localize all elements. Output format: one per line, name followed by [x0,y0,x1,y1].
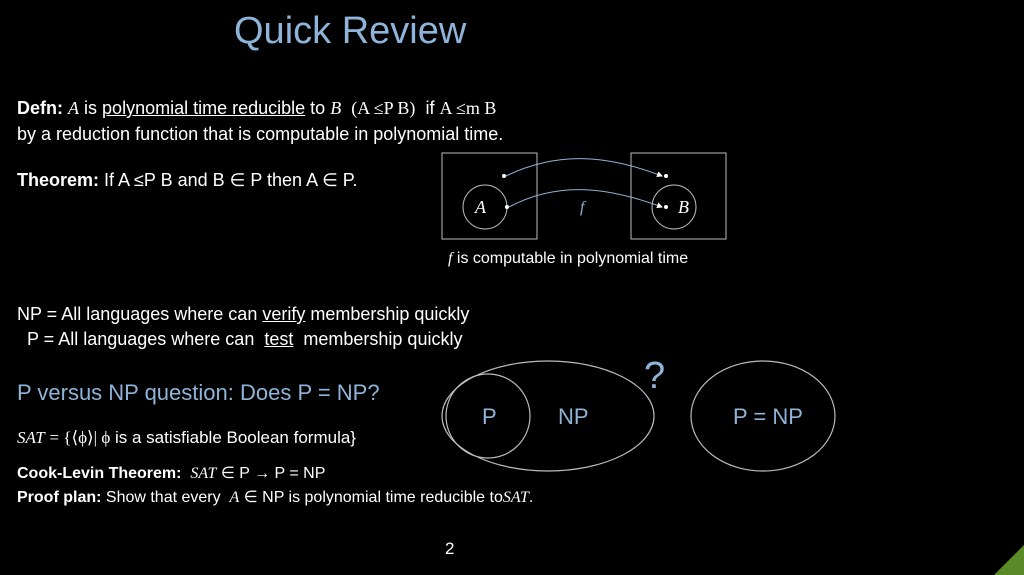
np-keyword: verify [262,304,306,324]
sat-text: is a satisfiable Boolean formula} [115,428,356,447]
p-definition [27,329,462,350]
defn-var-b: B [330,98,342,118]
np-prefix: NP = All languages where can [17,304,258,324]
inside-point [505,205,509,209]
caption-text: is computable in polynomial time [456,250,689,267]
slide-title: Quick Review [234,10,467,52]
defn-label: Defn: [17,98,63,118]
p-keyword: test [264,329,294,349]
theorem-label: Theorem: [17,170,100,190]
cook-levin-sat: SAT [190,465,217,482]
sat-var: SAT [17,428,45,447]
domain-box [442,153,537,239]
theorem-line [17,170,357,191]
venn-diagrams [438,350,848,475]
venn-np-label: NP [558,404,589,429]
diagram-caption [448,250,688,268]
np-definition [17,304,469,325]
defn-term: polynomial time reducible [102,98,306,118]
question-mark: ? [644,355,666,397]
sat-definition [17,428,356,448]
corner-accent [994,545,1024,575]
image-inside-point [664,205,668,209]
function-f-label: f [580,199,585,216]
caption-f: f [448,250,453,267]
venn-p-label: P [482,404,497,429]
cook-levin-line [17,463,325,483]
cook-levin-label: Cook-Levin Theorem: [17,465,182,482]
definition-line-2: by a reduction function that is computable in polynomial time. [17,124,504,144]
definition-line-1 [17,98,496,119]
venn-p-equals-np-label: P = NP [733,404,803,429]
np-ellipse [442,361,654,471]
theorem-text: If A ≤P B and B ∈ P then A ∈ P. [104,170,358,190]
p-suffix: membership quickly [303,329,463,349]
set-b-circle [652,185,696,229]
proof-plan-line [17,487,533,507]
defn-var-a: A [68,98,80,118]
page-number: 2 [445,539,455,558]
set-a-label: A [475,197,486,217]
defn-notation: (A ≤P B) [351,98,416,118]
map-arrow-inside [509,190,662,207]
proof-plan-before: Show that every [105,489,221,506]
map-arrow-outside [506,159,662,176]
p-vs-np-question: P versus NP question: Does P = NP? [17,380,380,405]
p-prefix: P = All languages where can [27,329,255,349]
defn-if: if [425,98,435,118]
reduction-diagram [440,150,730,245]
defn-is: is [84,98,98,118]
np-suffix: membership quickly [310,304,470,324]
defn-mapping: A ≤m B [439,98,497,118]
cook-levin-text: ∈ P → P = NP [220,465,326,482]
outside-point [502,174,506,178]
image-outside-point [664,174,668,178]
proof-plan-mid: ∈ NP is polynomial time reducible to [243,489,503,506]
defn-to: to [305,98,326,118]
set-b-label: B [678,197,689,217]
proof-plan-a: A [229,489,240,506]
proof-plan-label: Proof plan: [17,489,102,506]
sat-set: = {⟨ϕ⟩| ϕ [49,428,111,447]
proof-plan-sat: SAT [502,489,529,506]
range-box [631,153,726,239]
proof-plan-end: . [528,489,534,506]
